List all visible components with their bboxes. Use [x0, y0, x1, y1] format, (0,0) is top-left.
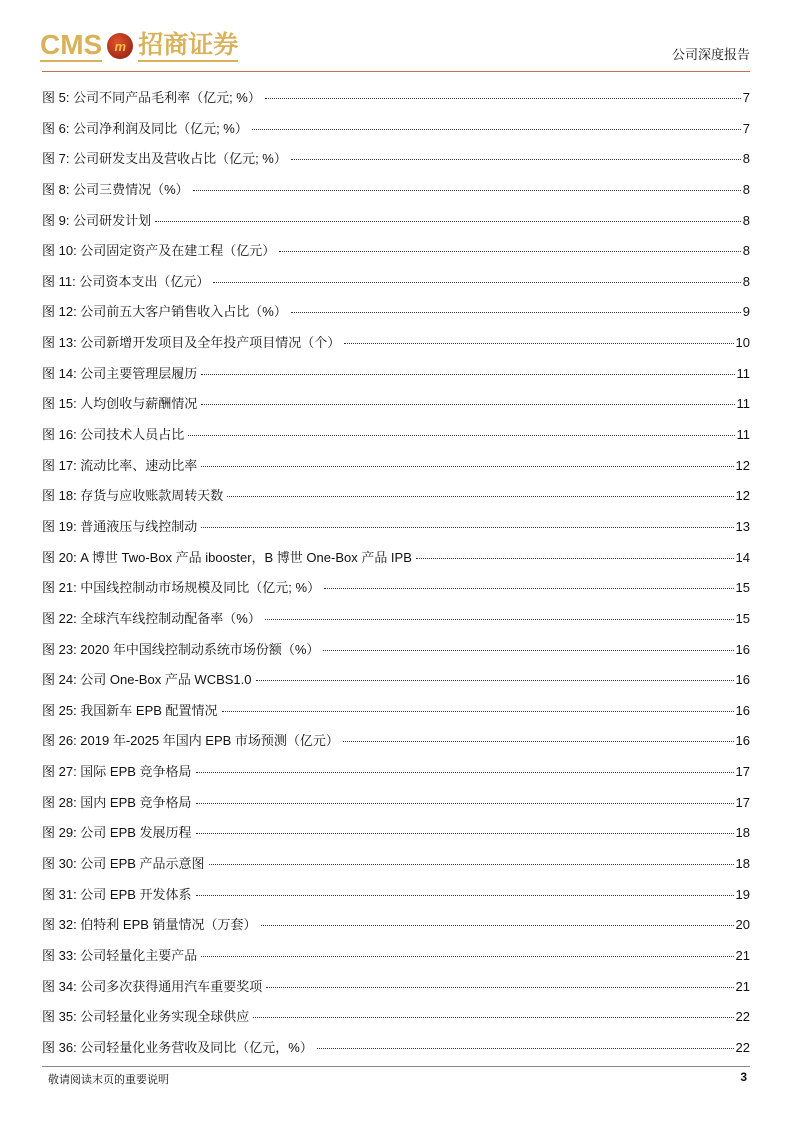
dot-leader — [252, 129, 741, 130]
toc-entry-page: 22 — [735, 1039, 750, 1055]
dot-leader — [201, 527, 733, 528]
dot-leader — [266, 987, 733, 988]
toc-entry[interactable] — [42, 730, 750, 761]
toc-entry-label: 图 21: 中国线控制动市场规模及同比（亿元; %） — [42, 580, 321, 596]
toc-entry-page: 16 — [735, 733, 750, 749]
toc-entry-label: 图 32: 伯特利 EPB 销量情况（万套） — [42, 917, 257, 933]
dot-leader — [201, 956, 733, 957]
toc-entry[interactable] — [42, 118, 750, 149]
dot-leader — [323, 650, 733, 651]
toc-entry[interactable] — [42, 608, 750, 639]
toc-entry-page: 18 — [735, 825, 750, 841]
toc-entry-label: 图 34: 公司多次获得通用汽车重要奖项 — [42, 978, 263, 994]
toc-entry[interactable] — [42, 455, 750, 486]
toc-entry-page: 8 — [742, 273, 750, 289]
dot-leader — [222, 711, 734, 712]
toc-entry-label: 图 35: 公司轻量化业务实现全球供应 — [42, 1009, 250, 1025]
dot-leader — [343, 741, 734, 742]
toc-entry-label: 图 31: 公司 EPB 开发体系 — [42, 886, 192, 902]
toc-entry[interactable] — [42, 639, 750, 670]
cms-logo — [40, 28, 238, 64]
toc-entry[interactable] — [42, 516, 750, 547]
toc-entry-label: 图 28: 国内 EPB 竞争格局 — [42, 794, 192, 810]
toc-entry-page: 19 — [735, 886, 750, 902]
toc-entry-page: 8 — [742, 151, 750, 167]
toc-entry-label: 图 16: 公司技术人员占比 — [42, 427, 185, 443]
toc-entry-label: 图 14: 公司主要管理层履历 — [42, 365, 198, 381]
toc-entry-label: 图 12: 公司前五大客户销售收入占比（%） — [42, 304, 287, 320]
toc-entry-label: 图 8: 公司三费情况（%） — [42, 181, 189, 197]
report-type: 公司深度报告 — [671, 47, 750, 62]
toc-entry-label: 图 11: 公司资本支出（亿元） — [42, 273, 210, 289]
dot-leader — [201, 466, 733, 467]
toc-entry-page: 16 — [735, 672, 750, 688]
toc-entry-page: 10 — [735, 335, 750, 351]
toc-entry[interactable] — [42, 485, 750, 516]
toc-entry-label: 图 27: 国际 EPB 竞争格局 — [42, 764, 192, 780]
page-number: 3 — [740, 1070, 747, 1084]
dot-leader — [213, 282, 740, 283]
toc-entry-label: 图 6: 公司净利润及同比（亿元; %） — [42, 120, 248, 136]
toc-entry-label: 图 5: 公司不同产品毛利率（亿元; %） — [42, 90, 261, 105]
toc-entry-page: 7 — [742, 90, 750, 105]
toc-entry-page: 16 — [735, 702, 750, 718]
toc-entry[interactable] — [42, 700, 750, 731]
toc-entry-page: 17 — [735, 764, 750, 780]
toc-entry[interactable] — [42, 547, 750, 578]
toc-entry-page: 22 — [735, 1009, 750, 1025]
dot-leader — [253, 1017, 733, 1018]
footer-divider — [42, 1066, 750, 1067]
toc-entry[interactable] — [42, 148, 750, 179]
toc-entry-page: 9 — [742, 304, 750, 320]
toc-entry-label: 图 25: 我国新车 EPB 配置情况 — [42, 702, 218, 718]
toc-entry-label: 图 20: A 博世 Two-Box 产品 ibooster，B 博世 One-Box 产品 IPB — [42, 549, 412, 565]
dot-leader — [188, 435, 734, 436]
toc-entry-page: 17 — [735, 794, 750, 810]
toc-entry[interactable] — [42, 271, 750, 302]
toc-entry[interactable] — [42, 210, 750, 241]
toc-entry-page: 20 — [735, 917, 750, 933]
toc-entry[interactable] — [42, 577, 750, 608]
toc-entry-page: 12 — [735, 488, 750, 504]
dot-leader — [196, 895, 734, 896]
dot-leader — [155, 221, 741, 222]
toc-entry-label: 图 26: 2019 年-2025 年国内 EPB 市场预测（亿元） — [42, 733, 339, 749]
dot-leader — [279, 251, 740, 252]
header-divider — [42, 71, 750, 72]
toc-entry-label: 图 23: 2020 年中国线控制动系统市场份额（%） — [42, 641, 320, 657]
toc-entry-label: 图 24: 公司 One-Box 产品 WCBS1.0 — [42, 672, 252, 688]
toc-entry[interactable] — [42, 669, 750, 700]
dot-leader — [196, 803, 734, 804]
dot-leader — [344, 343, 733, 344]
dot-leader — [291, 159, 741, 160]
figure-toc — [42, 87, 750, 1068]
toc-entry-label: 图 33: 公司轻量化主要产品 — [42, 947, 198, 963]
dot-leader — [416, 558, 734, 559]
toc-entry-page: 15 — [735, 580, 750, 596]
toc-entry-label: 图 30: 公司 EPB 产品示意图 — [42, 856, 205, 872]
toc-entry[interactable] — [42, 761, 750, 792]
dot-leader — [196, 772, 734, 773]
toc-entry-label: 图 17: 流动比率、速动比率 — [42, 457, 198, 473]
toc-entry[interactable] — [42, 301, 750, 332]
toc-entry-label: 图 19: 普通液压与线控制动 — [42, 518, 198, 534]
toc-entry[interactable] — [42, 945, 750, 976]
dot-leader — [209, 864, 734, 865]
toc-entry[interactable] — [42, 1037, 750, 1068]
toc-entry-label: 图 22: 全球汽车线控制动配备率（%） — [42, 610, 261, 626]
toc-entry-page: 13 — [735, 518, 750, 534]
logo-cn-text: 招商证券 — [138, 30, 238, 62]
toc-entry-page: 16 — [735, 641, 750, 657]
toc-entry[interactable] — [42, 363, 750, 394]
toc-entry-page: 12 — [735, 457, 750, 473]
dot-leader — [201, 374, 734, 375]
toc-entry-page: 8 — [742, 212, 750, 228]
toc-entry[interactable] — [42, 424, 750, 455]
toc-entry[interactable] — [42, 976, 750, 1007]
dot-leader — [256, 680, 734, 681]
dot-leader — [201, 404, 734, 405]
toc-entry-label: 图 7: 公司研发支出及营收占比（亿元; %） — [42, 151, 287, 167]
toc-entry-label: 图 10: 公司固定资产及在建工程（亿元） — [42, 243, 276, 259]
toc-entry-page: 15 — [735, 610, 750, 626]
toc-entry[interactable] — [42, 179, 750, 210]
dot-leader — [265, 619, 734, 620]
toc-entry-page: 18 — [735, 856, 750, 872]
toc-entry-page: 7 — [742, 120, 750, 136]
toc-entry-page: 11 — [736, 396, 750, 412]
dot-leader — [196, 833, 734, 834]
toc-entry-page: 8 — [742, 181, 750, 197]
toc-entry-label: 图 13: 公司新增开发项目及全年投产项目情况（个） — [42, 335, 341, 351]
toc-entry-page: 21 — [735, 947, 750, 963]
toc-entry[interactable] — [42, 822, 750, 853]
toc-entry-page: 11 — [736, 365, 750, 381]
toc-entry[interactable] — [42, 853, 750, 884]
toc-entry-page: 14 — [735, 549, 750, 565]
dot-leader — [317, 1048, 734, 1049]
toc-entry-label: 图 9: 公司研发计划 — [42, 212, 152, 228]
logo-text: CMS — [40, 29, 103, 60]
toc-entry[interactable] — [42, 884, 750, 915]
dot-leader — [193, 190, 741, 191]
dot-leader — [324, 588, 733, 589]
toc-entry[interactable] — [42, 87, 750, 118]
dot-leader — [291, 312, 741, 313]
toc-entry[interactable] — [42, 393, 750, 424]
toc-entry-page: 21 — [735, 978, 750, 994]
toc-entry-label: 图 18: 存货与应收账款周转天数 — [42, 488, 224, 504]
toc-entry[interactable] — [42, 792, 750, 823]
toc-entry[interactable] — [42, 1006, 750, 1037]
dot-leader — [265, 98, 741, 99]
footer-notice: 敬请阅读末页的重要说明 — [48, 1074, 169, 1086]
toc-entry[interactable] — [42, 332, 750, 363]
toc-entry[interactable] — [42, 914, 750, 945]
toc-entry-page: 8 — [742, 243, 750, 259]
toc-entry[interactable] — [42, 240, 750, 271]
dot-leader — [227, 496, 733, 497]
dot-leader — [261, 925, 734, 926]
logo-badge-icon: m — [107, 33, 133, 59]
toc-entry-label: 图 29: 公司 EPB 发展历程 — [42, 825, 192, 841]
toc-entry-label: 图 36: 公司轻量化业务营收及同比（亿元，%） — [42, 1039, 313, 1055]
toc-entry-page: 11 — [736, 427, 750, 443]
toc-entry-label: 图 15: 人均创收与薪酬情况 — [42, 396, 198, 412]
